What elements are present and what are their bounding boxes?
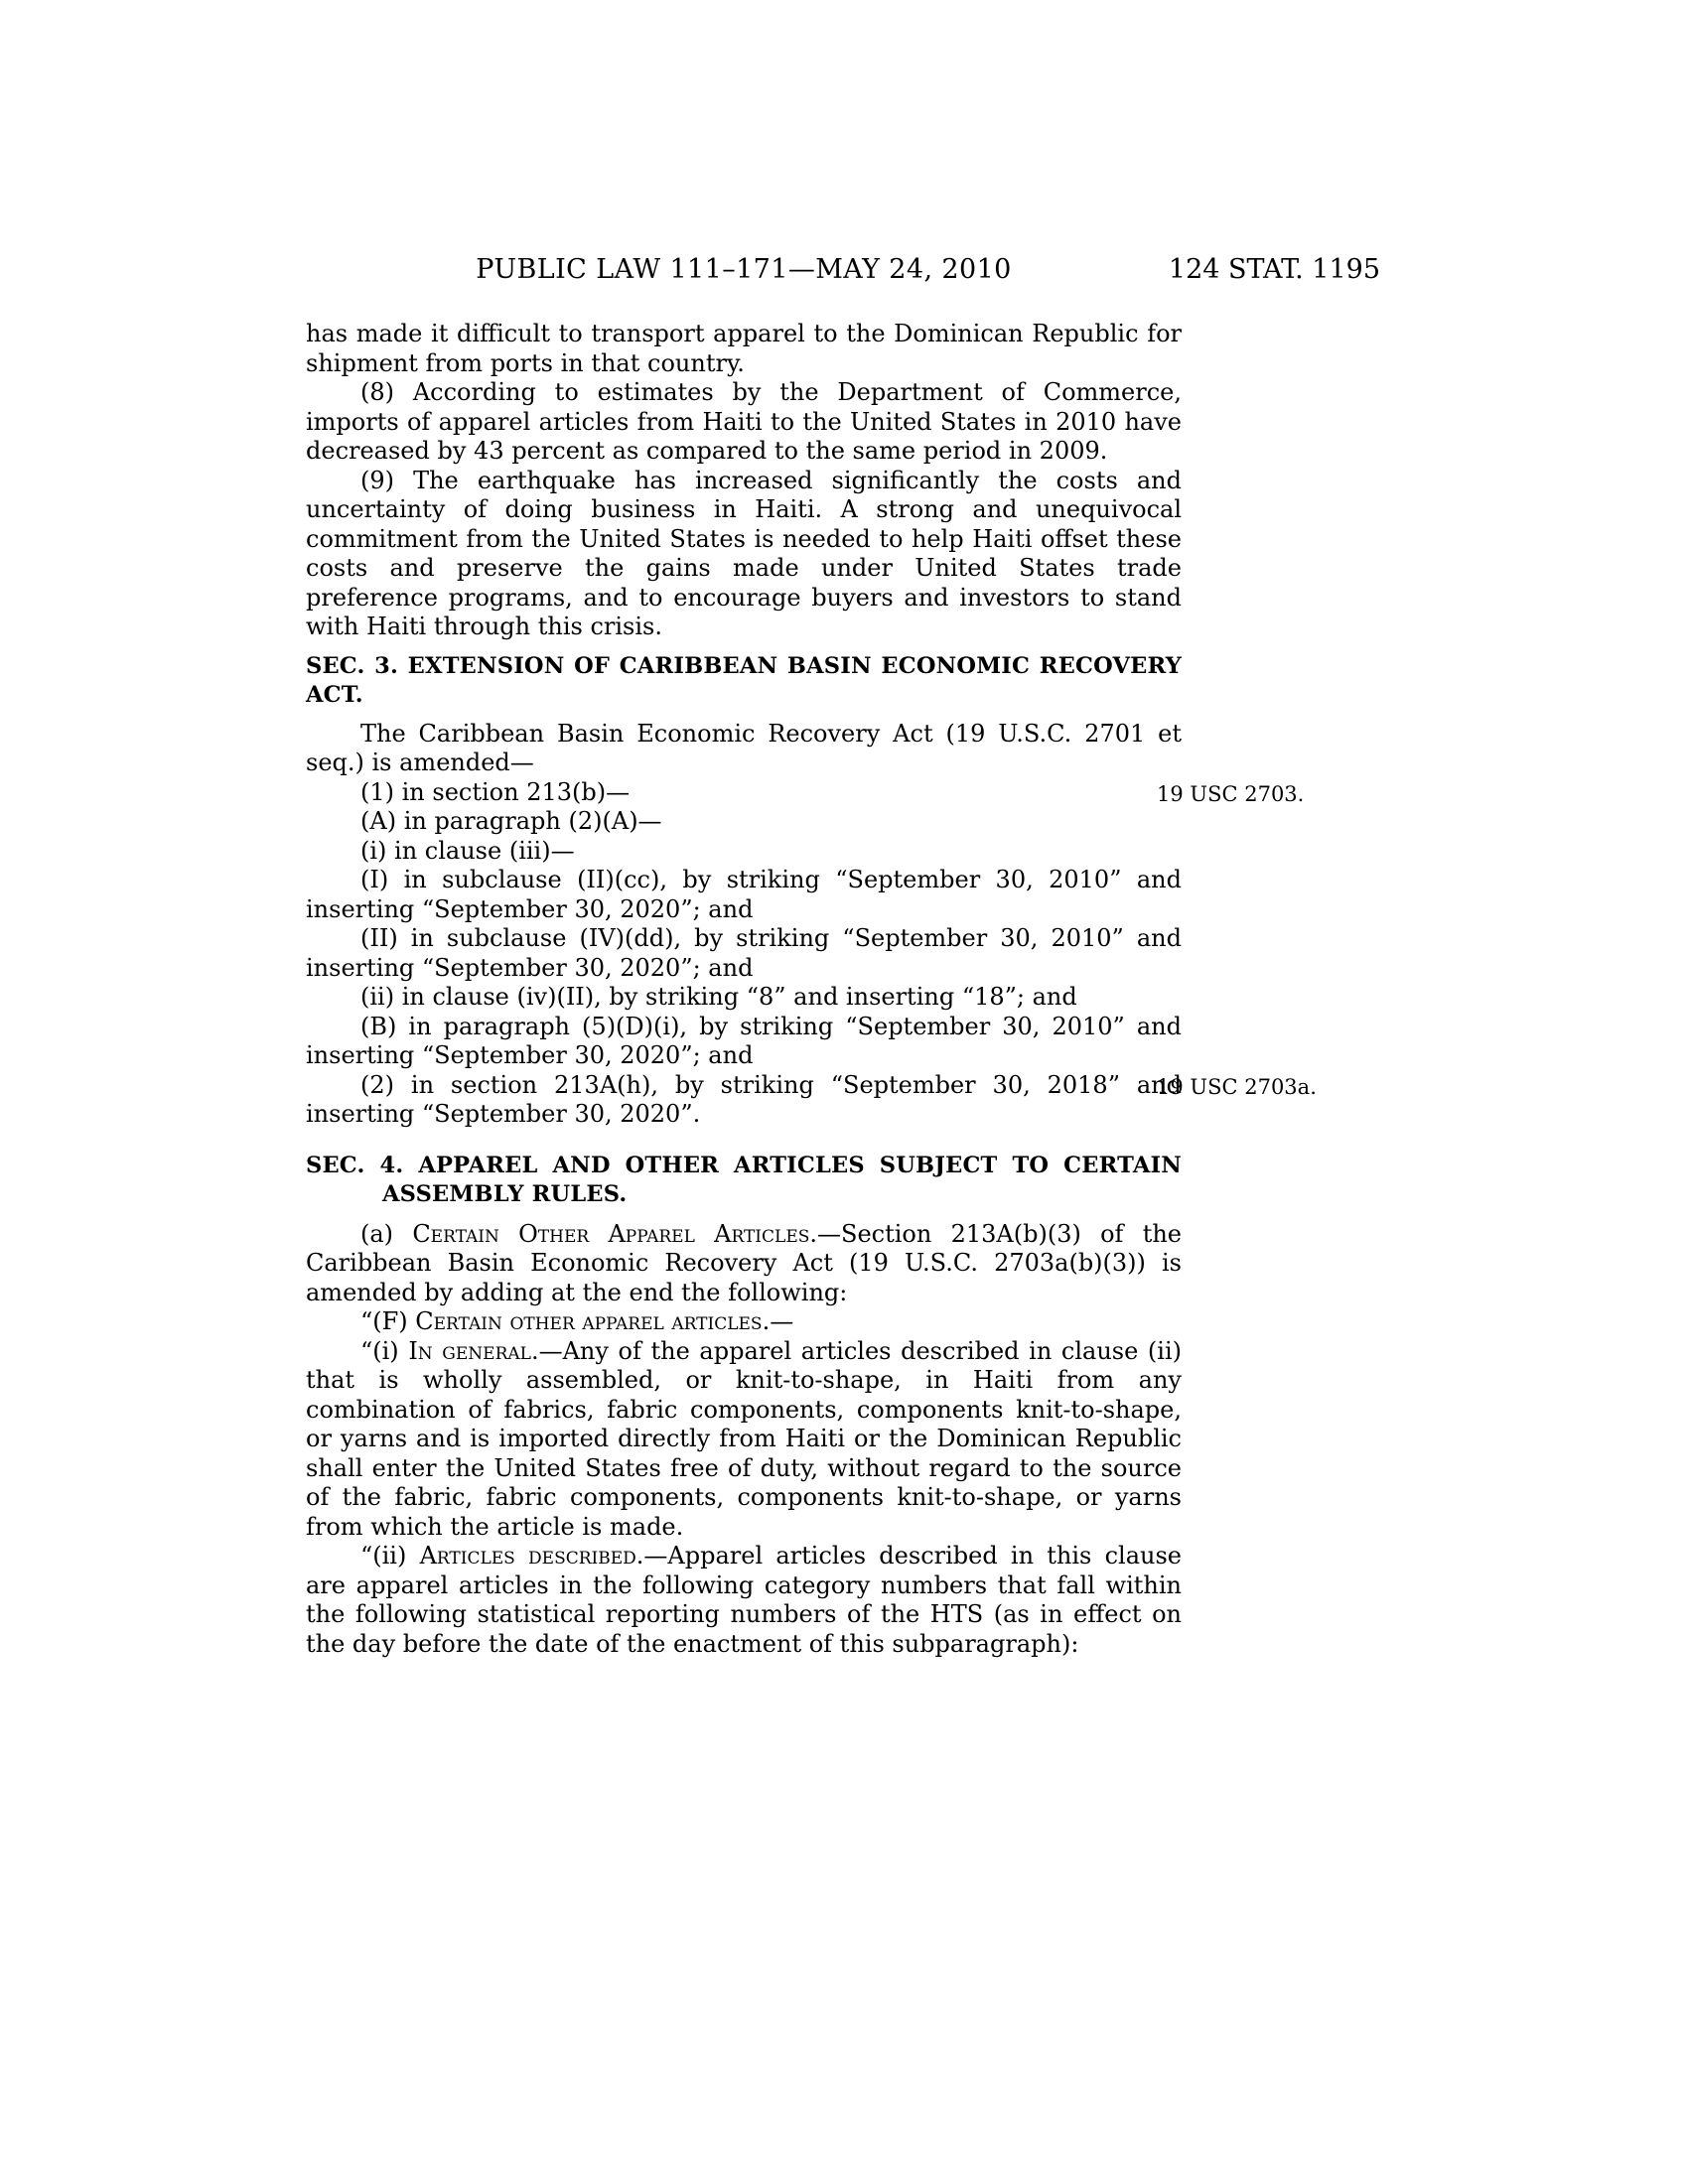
amendment-item-1A: (A) in paragraph (2)(A)— <box>360 807 662 835</box>
section-4-subsection-a <box>306 1220 1182 1308</box>
running-head-stat-page: 124 STAT. 1195 <box>1168 254 1380 285</box>
clause-ii-title: Articles described <box>419 1542 636 1570</box>
section-3-heading: SEC. 3. EXTENSION OF CARIBBEAN BASIN ECONOMIC RECOVERY ACT. <box>306 652 1182 708</box>
clause-ii-articles-described <box>306 1542 1182 1659</box>
amendment-item-2-text: (2) in section 213A(h), by striking “September 30, 2018” and inserting “September 30, 2020”. <box>306 1070 1182 1128</box>
subsection-a-text: .—Section 213A(b)(3) of the Caribbean Basin Economic Recovery Act (19 U.S.C. 2703a(b)(3)) is amended by adding at the end the following: <box>306 1219 1182 1306</box>
running-head-law-number: PUBLIC LAW 111–171—MAY 24, 2010 <box>476 254 1012 285</box>
margin-note-usc-2703: 19 USC 2703. <box>1157 781 1305 806</box>
subparagraph-F-number: “(F) <box>360 1307 416 1335</box>
margin-note-usc-2703a: 19 USC 2703a. <box>1157 1074 1317 1099</box>
amendment-item-1A-ii: (ii) in clause (iv)(II), by striking “8” and inserting “18”; and <box>360 983 1077 1011</box>
paragraph-7-continuation: has made it difficult to transport apparel to the Dominican Republic for shipment from ports in that country. <box>306 320 1182 377</box>
amendment-item-1A-i-I: (I) in subclause (II)(cc), by striking “September 30, 2010” and inserting “September 30, 2020”; and <box>306 866 1182 923</box>
amendment-item-1A-i: (i) in clause (iii)— <box>360 836 575 865</box>
subparagraph-F-title: Certain other apparel articles <box>415 1307 763 1335</box>
clause-i-text: .—Any of the apparel articles described in clause (ii) that is wholly assembled, or knit-to-shape, in Haiti from any combination of fabrics, fabric components, components knit-to-shape, or yarns and is imported directly from Haiti or the Dominican Republic shall enter the United States free of duty, without regard to the source of the fabric, fabric components, components knit-to-shape, or yarns from which the article is made. <box>306 1336 1183 1541</box>
subsection-a-title: Certain Other Apparel Articles <box>412 1219 810 1248</box>
statute-text-column <box>306 320 1317 1659</box>
section-4-heading: SEC. 4. APPAREL AND OTHER ARTICLES SUBJECT TO CERTAIN ASSEMBLY RULES. <box>306 1152 1182 1207</box>
clause-ii-number: “(ii) <box>360 1542 420 1570</box>
amendment-item-1A-i-II: (II) in subclause (IV)(dd), by striking “September 30, 2010” and inserting “September 30, 2020”; and <box>306 924 1182 982</box>
clause-i-in-general <box>306 1337 1182 1543</box>
clause-i-number: “(i) <box>360 1336 409 1365</box>
amendment-item-1-text: (1) in section 213(b)— <box>360 777 631 806</box>
amendment-item-2 <box>306 1070 1317 1130</box>
finding-paragraph-9: (9) The earthquake has increased significantly the costs and uncertainty of doing business in Haiti. A strong and unequivocal commitment from the United States is needed to help Haiti offset these costs and preserve the gains made under United States trade preference programs, and to encourage buyers and investors to stand with Haiti through this crisis. <box>306 466 1182 640</box>
amendment-item-1B: (B) in paragraph (5)(D)(i), by striking “September 30, 2010” and inserting “September 30, 2020”; and <box>306 1012 1182 1069</box>
finding-paragraph-8: (8) According to estimates by the Department of Commerce, imports of apparel articles from Haiti to the United States in 2010 have decreased by 43 percent as compared to the same period in 2009. <box>306 378 1182 465</box>
subsection-a-number: (a) <box>360 1219 413 1248</box>
subparagraph-F <box>306 1307 1182 1337</box>
clause-ii-text: .—Apparel articles described in this clause are apparel articles in the following category numbers that fall within the following statistical reporting numbers of the HTS (as in effect on the day before the date of the enactment of this subparagraph): <box>306 1542 1183 1658</box>
clause-i-title: In general <box>408 1336 531 1365</box>
section-3-intro: The Caribbean Basin Economic Recovery Act (19 U.S.C. 2701 et seq.) is amended— <box>306 719 1182 776</box>
subparagraph-F-dash: .— <box>762 1307 794 1335</box>
amendment-item-1 <box>306 777 1305 808</box>
